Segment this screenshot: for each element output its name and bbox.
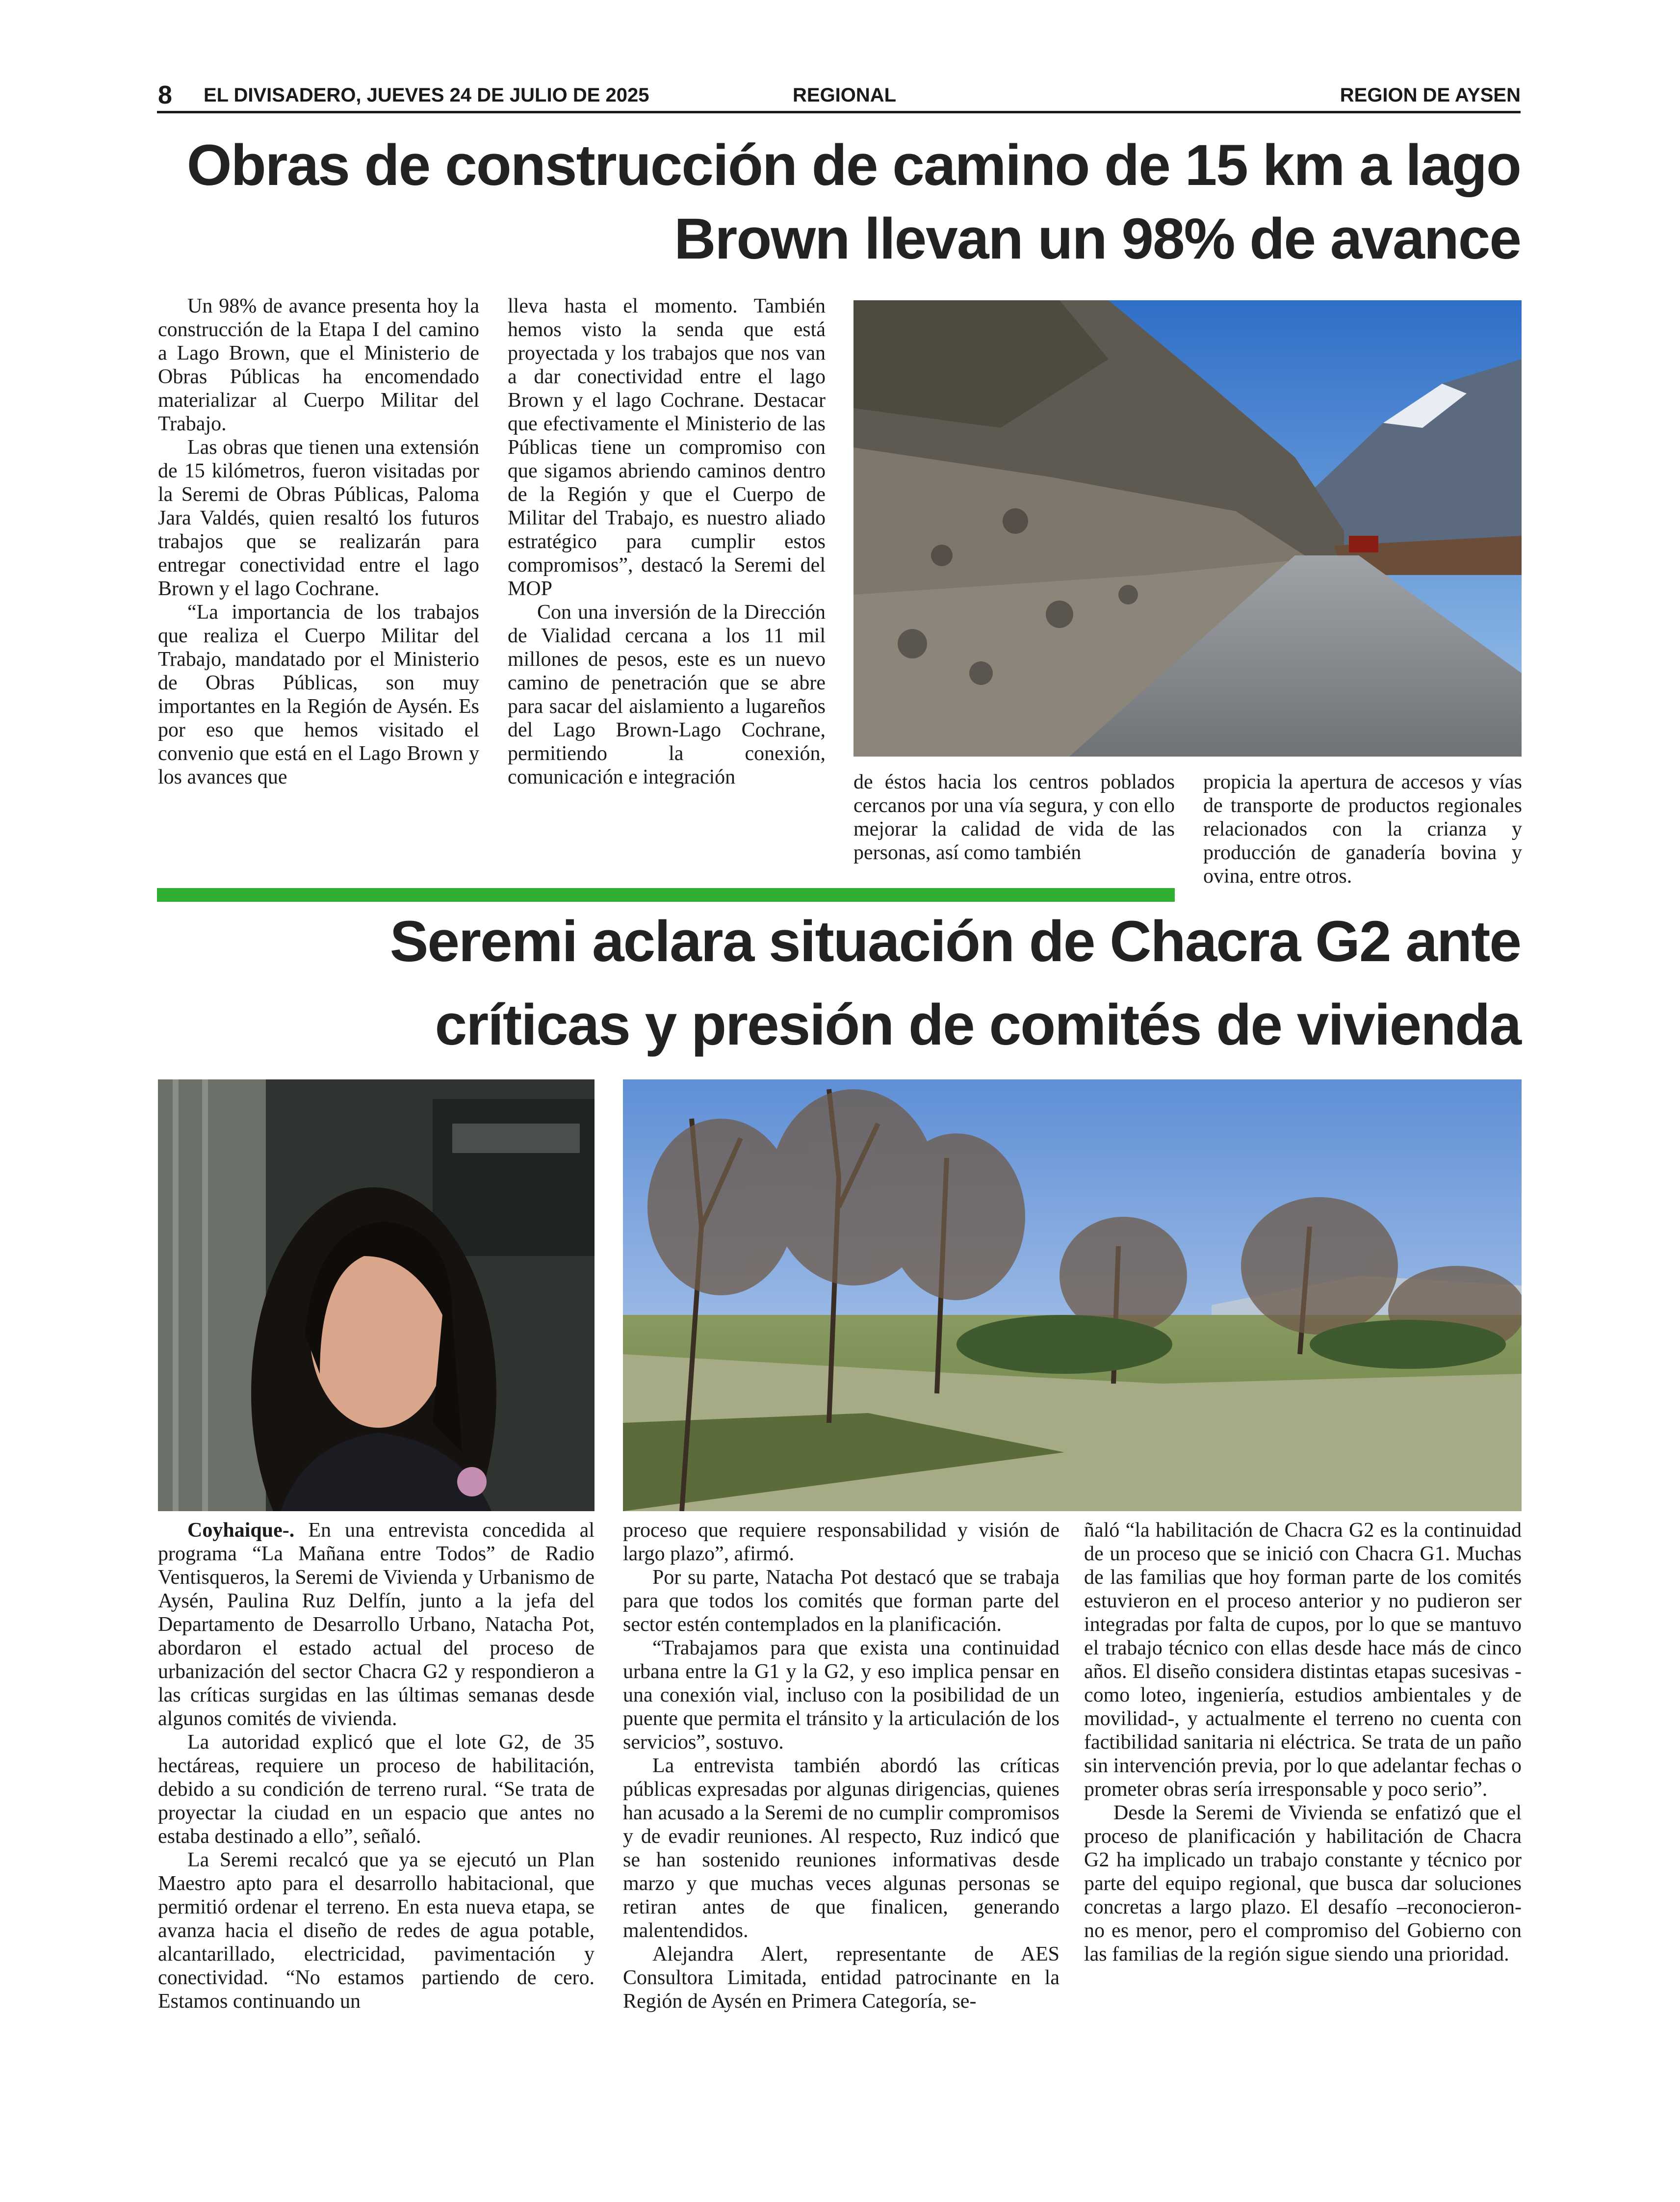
dateline: Coyhaique-.: [187, 1519, 295, 1542]
paragraph: Desde la Seremi de Vivienda se enfatizó que el proceso de planificación y habilitación de Chacra G2 ha implicado un trabajo constante y técnico por parte del equipo regional, que busca dar soluciones concretas a largo plazo. El desafío –reconocieron- no es menor, pero el compromiso del Gobierno con las familias de la región sigue siendo una prioridad.: [1084, 1802, 1522, 1966]
road-construction-photo: [853, 300, 1522, 757]
article2-headline: [157, 909, 1521, 1070]
article2-column-2: [623, 1519, 1060, 2013]
article1-column-3: [853, 770, 1175, 865]
article1-headline: [157, 133, 1521, 284]
page-number: 8: [158, 81, 172, 109]
header-rule: [157, 111, 1521, 113]
region-name: REGION DE AYSEN: [1340, 84, 1521, 106]
article1-column-4: [1203, 770, 1522, 888]
paragraph: Un 98% de avance presenta hoy la construcción de la Etapa I del camino a Lago Brown, que el Ministerio de Obras Públicas ha encomendado materializar al Cuerpo Militar del Trabajo.: [158, 295, 479, 435]
newspaper-date: EL DIVISADERO, JUEVES 24 DE JULIO DE 2025: [204, 84, 649, 106]
paragraph: La entrevista también abordó las críticas públicas expresadas por algunas dirigencias, quienes han acusado a la Seremi de no cumplir compromisos y de evadir reuniones. Al respecto, Ruz indicó que se han sostenido reuniones informativas desde marzo y que muchas veces algunas personas se retiran antes de que finalicen, generando malentendidos.: [623, 1755, 1060, 1942]
paragraph: La autoridad explicó que el lote G2, de 35 hectáreas, requiere un proceso de habilitación, debido a su condición de terreno rural. “Se trata de proyectar la ciudad en un espacio que antes no estaba destinado a ello”, señaló.: [158, 1731, 594, 1848]
article1-headline-line2: Brown llevan un 98% de avance: [674, 207, 1521, 271]
paragraph: propicia la apertura de accesos y vías de transporte de productos regionales relacionados con la crianza y producción de ganadería bovina y ovina, entre otros.: [1203, 771, 1522, 888]
section-divider: [157, 888, 1175, 902]
paragraph: “Trabajamos para que exista una continuidad urbana entre la G1 y la G2, y eso implica pensar en una conexión vial, incluso con la posibilidad de un puente que permita el tránsito y la articulación de los servicios”, sostuvo.: [623, 1637, 1060, 1754]
article1-column-2: [508, 294, 826, 789]
paragraph: [158, 1519, 594, 1730]
paragraph: Las obras que tienen una extensión de 15 kilómetros, fueron visitadas por la Seremi de Obras Públicas, Paloma Jara Valdés, quien resaltó los futuros trabajos que se realizarán para entregar conectividad entre el lago Brown y el lago Cochrane.: [158, 436, 479, 600]
paragraph: “La importancia de los trabajos que realiza el Cuerpo Militar del Trabajo, mandatado por el Ministerio de Obras Públicas, son muy importantes en la Región de Aysén. Es por eso que hemos visitado el convenio que está en el Lago Brown y los avances que: [158, 601, 479, 788]
paragraph: ñaló “la habilitación de Chacra G2 es la continuidad de un proceso que se inició con Chacra G1. Muchas de las familias que hoy forman parte de los comités estuvieron en el proceso anterior y no pudieron ser integradas por falta de cupos, por lo que se mantuvo el trabajo técnico con ellas desde hace más de cinco años. El diseño considera distintas etapas sucesivas -como loteo, ingeniería, estudios ambientales y de movilidad-, y actualmente el terreno no cuenta con factibilidad sanitaria ni eléctrica. Se trata de un paño sin intervención previa, por lo que adelantar fechas o prometer obras sería irresponsable y poco serio”.: [1084, 1519, 1522, 1801]
paragraph: Por su parte, Natacha Pot destacó que se trabaja para que todos los comités que forman parte del sector estén contemplados en la planificación.: [623, 1566, 1060, 1636]
paragraph-text: En una entrevista concedida al programa “La Mañana entre Todos” de Radio Ventisqueros, la Seremi de Vivienda y Urbanismo de Aysén, Paulina Ruz Delfín, junto a la jefa del Departamento de Desarrollo Urbano, Natacha Pot, abordaron el estado actual del proceso de urbanización del sector Chacra G2 y respondieron a las críticas surgidas en las últimas semanas desde algunos comités de vivienda.: [158, 1519, 594, 1730]
chacra-g2-field-photo: [623, 1079, 1522, 1511]
article2-column-1: [158, 1519, 594, 2013]
article2-headline-line1: Seremi aclara situación de Chacra G2 ante: [389, 909, 1521, 974]
paragraph: Con una inversión de la Dirección de Vialidad cercana a los 11 mil millones de pesos, este es un nuevo camino de penetración que se abre para sacar del aislamiento a lugareños del Lago Brown-Lago Cochrane, permitiendo la conexión, comunicación e integración: [508, 601, 826, 788]
article2-column-3: [1084, 1519, 1522, 1966]
paragraph: proceso que requiere responsabilidad y visión de largo plazo”, afirmó.: [623, 1519, 1060, 1565]
paragraph: lleva hasta el momento. También hemos visto la senda que está proyectada y los trabajos que nos van a dar conectividad entre el lago Brown y el lago Cochrane. Destacar que efectivamente el Ministerio de las Públicas tiene un compromiso con que sigamos abriendo caminos dentro de la Región y que el Cuerpo de Militar del Trabajo, es nuestro aliado estratégico para cumplir estos compromisos”, destacó la Seremi del MOP: [508, 295, 826, 600]
paragraph: La Seremi recalcó que ya se ejecutó un Plan Maestro apto para el desarrollo habitacional, que permitió ordenar el terreno. En esta nueva etapa, se avanza hacia el diseño de redes de agua potable, alcantarillado, electricidad, pavimentación y conectividad. “No estamos partiendo de cero. Estamos continuando un: [158, 1849, 594, 2013]
paragraph: de éstos hacia los centros poblados cercanos por una vía segura, y con ello mejorar la calidad de vida de las personas, así como también: [853, 771, 1175, 864]
article1-column-1: [158, 294, 479, 789]
section-name: REGIONAL: [793, 84, 897, 106]
paragraph: Alejandra Alert, representante de AES Consultora Limitada, entidad patrocinante en la Región de Aysén en Primera Categoría, se-: [623, 1943, 1060, 2013]
article2-headline-line2: críticas y presión de comités de vivienda: [435, 993, 1521, 1057]
seremi-portrait-photo: [158, 1079, 594, 1511]
article1-headline-line1: Obras de construcción de camino de 15 km a lago: [186, 133, 1521, 198]
